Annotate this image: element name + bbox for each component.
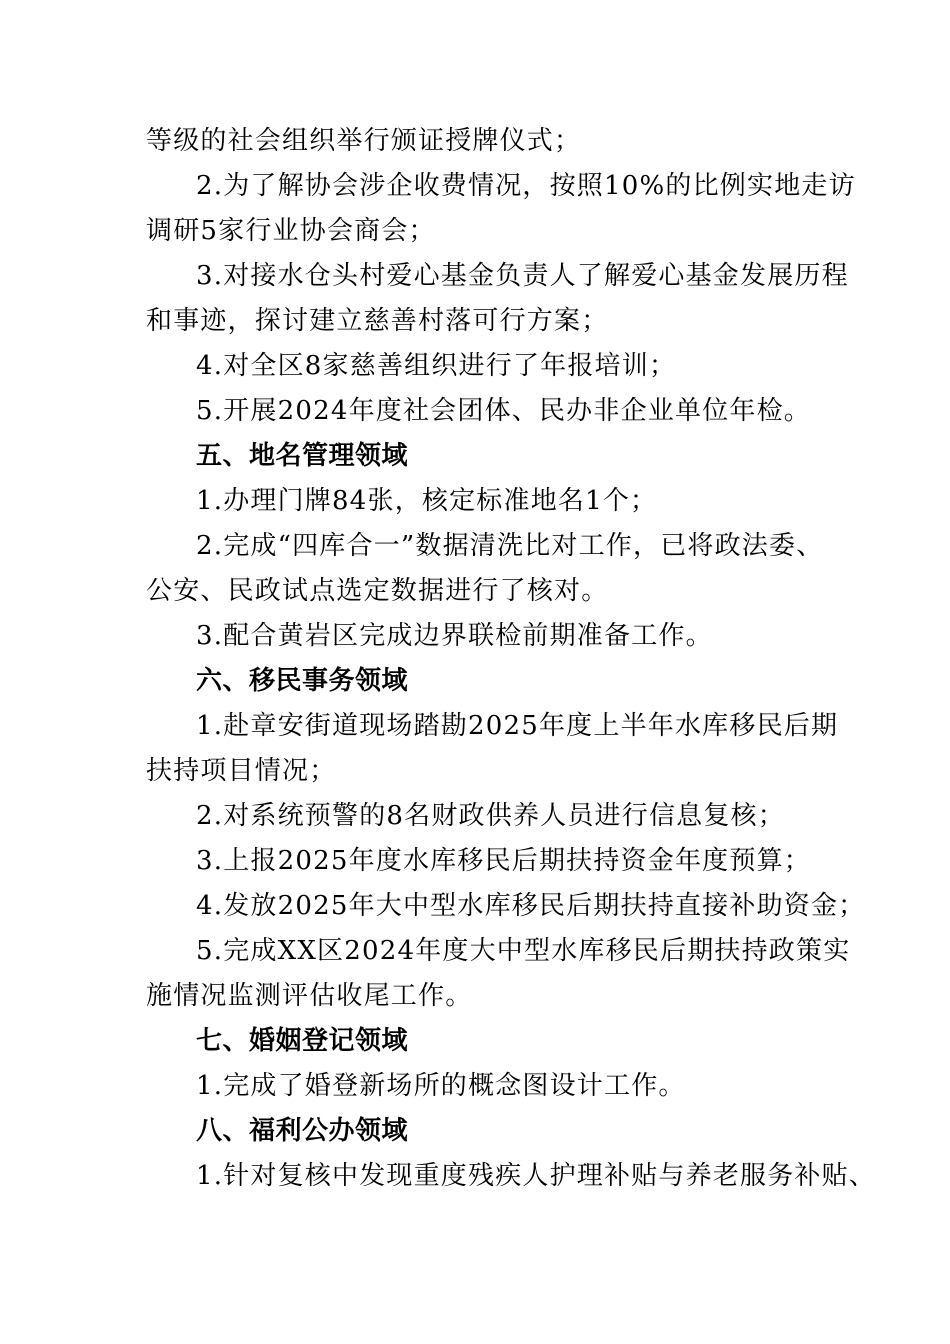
list-item-line: 5.开展2024年度社会团体、民办非企业单位年检。 — [196, 396, 811, 426]
list-item-line: 1.完成了婚登新场所的概念图设计工作。 — [196, 1071, 686, 1101]
paragraph-line: 扶持项目情况； — [146, 756, 337, 786]
list-item-line: 4.对全区8家慈善组织进行了年报培训； — [196, 351, 677, 381]
list-item-line: 2.为了解协会涉企收费情况，按照10%的比例实地走访 — [196, 171, 856, 201]
section-heading: 八、福利公办领域 — [196, 1116, 409, 1146]
list-item-line: 3.对接水仓头村爱心基金负责人了解爱心基金发展历程 — [196, 261, 849, 291]
paragraph-line: 和事迹，探讨建立慈善村落可行方案； — [146, 306, 609, 336]
list-item-line: 4.发放2025年大中型水库移民后期扶持直接补助资金； — [196, 891, 866, 921]
paragraph-line: 施情况监测评估收尾工作。 — [146, 981, 473, 1011]
section-heading: 六、移民事务领域 — [196, 666, 409, 696]
list-item-line: 1.赴章安街道现场踏勘2025年度上半年水库移民后期 — [196, 711, 839, 741]
list-item-line: 1.针对复核中发现重度残疾人护理补贴与养老服务补贴、 — [196, 1161, 877, 1191]
list-item-line: 1.办理门牌84张，核定标准地名1个； — [196, 486, 658, 516]
paragraph-line: 等级的社会组织举行颁证授牌仪式； — [146, 126, 582, 156]
paragraph-line: 调研5家行业协会商会； — [146, 216, 436, 246]
section-heading: 七、婚姻登记领域 — [196, 1026, 409, 1056]
section-heading: 五、地名管理领域 — [196, 441, 409, 471]
list-item-line: 2.完成“四库合一”数据清洗比对工作，已将政法委、 — [196, 531, 824, 561]
list-item-line: 3.配合黄岩区完成边界联检前期准备工作。 — [196, 621, 713, 651]
list-item-line: 5.完成XX区2024年度大中型水库移民后期扶持政策实 — [196, 936, 851, 966]
list-item-line: 2.对系统预警的8名财政供养人员进行信息复核； — [196, 801, 785, 831]
list-item-line: 3.上报2025年度水库移民后期扶持资金年度预算； — [196, 846, 811, 876]
paragraph-line: 公安、民政试点选定数据进行了核对。 — [146, 576, 609, 606]
